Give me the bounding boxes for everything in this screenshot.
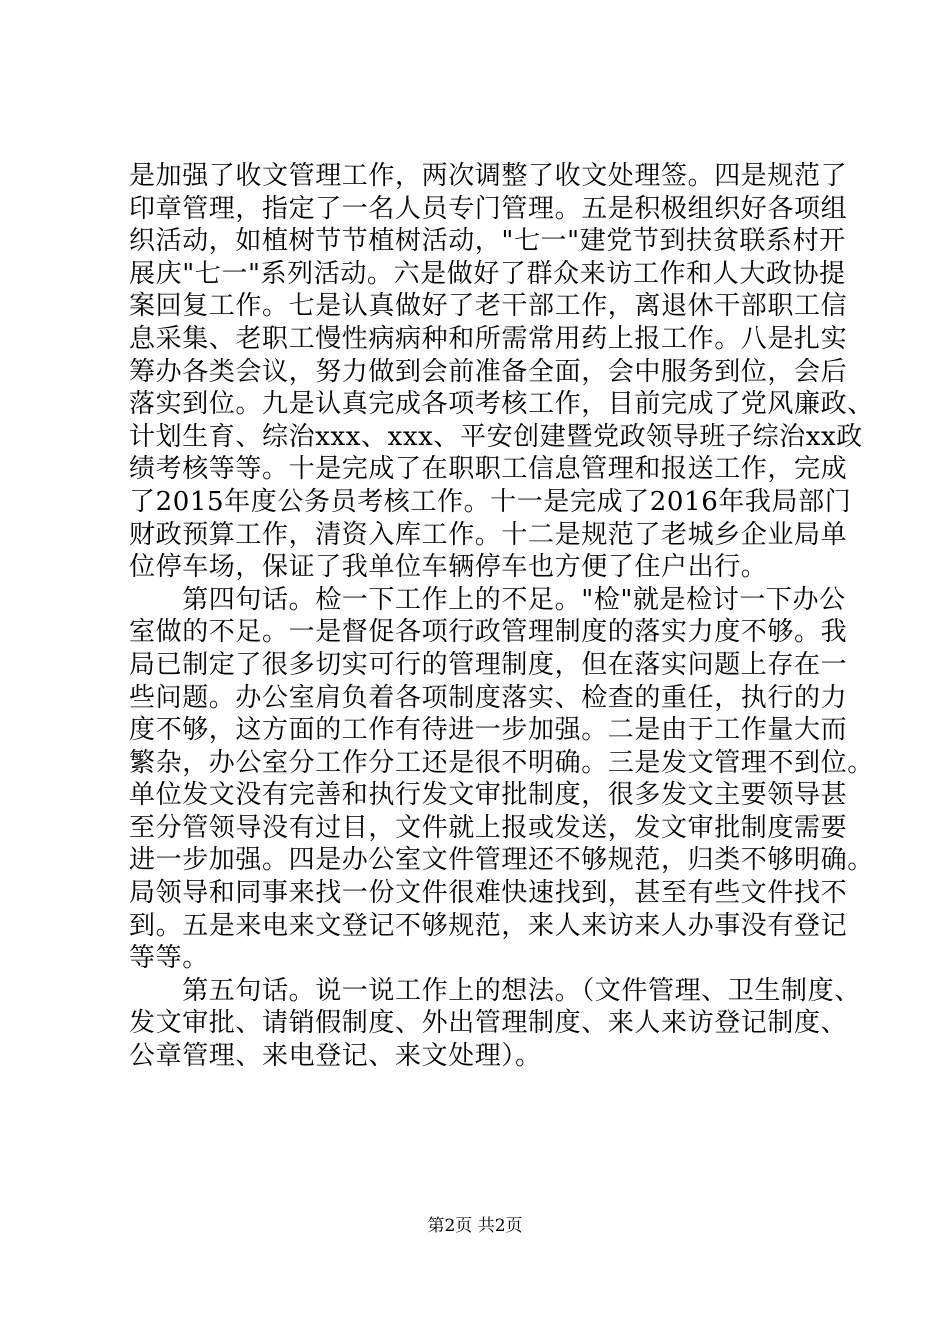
text-line: 是加强了收文管理工作，两次调整了收文处理签。四是规范了 [129,161,848,191]
text-line: 度不够，这方面的工作有待进一步加强。二是由于工作量大而 [129,715,848,746]
text-line: 筹办各类会议，努力做到会前准备全面，会中服务到位，会后 [129,356,848,387]
text-line: 息采集、老职工慢性病病种和所需常用药上报工作。八是扎实 [129,323,848,354]
text-line: 绩考核等等。十是完成了在职职工信息管理和报送工作，完成 [129,454,848,485]
text-line: 至分管领导没有过目，文件就上报或发送，发文审批制度需要 [129,812,848,843]
text-line: 案回复工作。七是认真做好了老干部工作，离退休干部职工信 [129,291,848,322]
text-line: 发文审批、请销假制度、外出管理制度、来人来访登记制度、 [129,1008,848,1039]
text-line: 繁杂，办公室分工作分工还是很不明确。三是发文管理不到位。 [129,747,874,778]
text-line: 展庆"七一"系列活动。六是做好了群众来访工作和人大政协提 [129,258,846,289]
text-line: 了2015年度公务员考核工作。十一是完成了2016年我局部门 [129,486,852,517]
text-line: 财政预算工作，清资入库工作。十二是规范了老城乡企业局单 [129,519,848,550]
text-line: 到。五是来电来文登记不够规范，来人来访来人办事没有登记 [129,910,848,941]
text-line: 位停车场，保证了我单位车辆停车也方便了住户出行。 [129,552,768,583]
page-footer: 第2页 共2页 [427,1216,523,1236]
text-line: 些问题。办公室肩负着各项制度落实、检查的重任，执行的力 [129,682,848,713]
text-line: 公章管理、来电登记、来文处理）。 [129,1041,542,1072]
text-line: 室做的不足。一是督促各项行政管理制度的落实力度不够。我 [129,617,848,648]
text-line: 局已制定了很多切实可行的管理制度，但在落实问题上存在一 [129,649,848,680]
text-line: 计划生育、综治xxx、xxx、平安创建暨党政领导班子综治xx政 [129,421,863,452]
text-line: 等等。 [129,943,209,974]
text-line: 进一步加强。四是办公室文件管理还不够规范，归类不够明确。 [129,845,874,876]
text-line: 单位发文没有完善和执行发文审批制度，很多发文主要领导甚 [129,780,848,811]
text-line: 第五句话。说一说工作上的想法。（文件管理、卫生制度、 [129,975,861,1006]
body-text [129,160,874,1073]
text-line: 落实到位。九是认真完成各项考核工作，目前完成了党风廉政、 [129,389,874,420]
text-line: 第四句话。检一下工作上的不足。"检"就是检讨一下办公 [129,584,846,615]
text-line: 织活动，如植树节节植树活动，"七一"建党节到扶贫联系村开 [129,226,846,257]
text-line: 印章管理，指定了一名人员专门管理。五是积极组织好各项组 [129,193,848,224]
text-line: 局领导和同事来找一份文件很难快速找到，甚至有些文件找不 [129,878,848,909]
